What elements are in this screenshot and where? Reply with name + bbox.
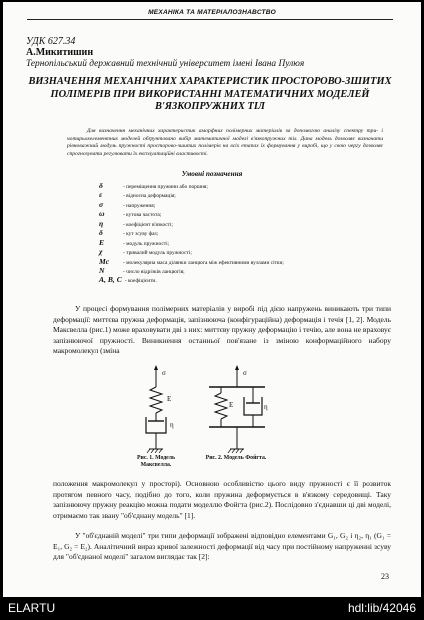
notation-title: Умовні позначення	[181, 170, 243, 178]
dashpot-label: η	[170, 421, 174, 429]
notation-symbol: A, B, C	[99, 275, 122, 285]
body-paragraph: У "об'єднаній моделі" три типи деформації зображені відповідно елементами G₁, G₂ і η₂, η₁ (G₁ = E₁, G₂ = E₂). Аналітичний вираз кривої залежності деформації від часу при постійному напруженні зсуву для "об'єднаної моделі" загалом виглядає так [2]:	[53, 531, 391, 562]
dashpot-label: η	[264, 403, 268, 411]
notation-item	[99, 257, 379, 266]
figure-caption: Рис. 1. Модель Максвелла.	[136, 455, 176, 469]
document-page	[3, 2, 421, 597]
notation-symbol: N	[99, 265, 105, 275]
notation-item	[99, 247, 379, 256]
notation-desc: - напруження;	[123, 202, 156, 209]
author-name: А.Микитишин	[26, 47, 94, 58]
notation-desc: - коефіцієнт в'язкості;	[123, 221, 174, 228]
notation-desc: - кут зсуву фаз;	[123, 231, 159, 238]
body-paragraph: У процесі формування полімерних матеріалів у виробі під дією напружень виникають три типи деформації: миттєва пружна деформація, запізнююча (конфігураційна) деформація і течія [1, 2]. Модель Максвелла (рис.1) може враховувати дві з них: миттєву пружну деформацію і течію, але вона не враховує запізнюючої пружності. Виникнення останньої пов'язане із зміною конформаційного набору макромолекул (зміна	[53, 304, 391, 356]
notation-symbol: σ	[99, 199, 104, 209]
affiliation: Тернопільський державний технічний університет імені Івана Пулюя	[26, 59, 305, 69]
notation-symbol: δ	[99, 181, 103, 190]
body-paragraph: положення макромолекул у просторі). Основною особливістю цього виду пружності є її розвиток протягом певного часу, подібно до того, коли пружина деформується в в'язкому середовищі. Таку запізнюючу пружну реакцію можна подати моделлю Фойгта (рис.2). Послідовно з'єднавши ці дві моделі, отримаємо так звану "об'єднану модель" [1].	[53, 479, 391, 520]
notation-item	[99, 181, 379, 190]
notation-item	[99, 219, 379, 228]
notation-symbol: Mc	[99, 256, 110, 266]
header-rule	[27, 19, 393, 20]
page-number: 23	[381, 572, 389, 581]
notation-item	[99, 190, 379, 199]
voigt-diagram	[201, 365, 273, 453]
spring	[150, 387, 162, 413]
notation-desc: - відносна деформація;	[123, 193, 176, 200]
notation-symbol: E	[99, 237, 105, 247]
notation-item	[99, 200, 379, 209]
handle-label: hdl:lib/42046	[347, 601, 416, 615]
figure-caption: Рис. 2. Модель Фойгта.	[205, 455, 267, 461]
notation-item	[99, 209, 379, 218]
spring-label: E	[167, 395, 172, 403]
notation-symbol: η	[99, 218, 104, 228]
spring	[215, 393, 227, 419]
arrow-head	[235, 365, 239, 370]
figure-voigt	[201, 365, 273, 462]
notation-symbol: ε	[99, 190, 103, 200]
notation-item	[99, 275, 379, 284]
sigma-label: σ	[243, 369, 247, 377]
spring-label: E	[229, 401, 234, 409]
udc-code: УДК 627.34	[26, 36, 76, 47]
sigma-label: σ	[162, 369, 166, 377]
arrow-head	[154, 365, 158, 370]
notation-item	[99, 238, 379, 247]
notation-desc: - кутова частота;	[123, 212, 162, 219]
notation-symbol: χ	[99, 247, 103, 257]
figure-maxwell	[121, 365, 191, 469]
notation-desc: - число відрізків ланцюгів;	[123, 268, 185, 275]
article-title: ВИЗНАЧЕННЯ МЕХАНІЧНИХ ХАРАКТЕРИСТИК ПРОСТОРОВО-ЗШИТИХ ПОЛІМЕРІВ ПРИ ВИКОРИСТАННІ МАТЕМАТИЧНИХ МОДЕЛЕЙ В'ЯЗКОПРУЖНИХ ТІЛ	[28, 76, 392, 113]
notation-item	[99, 228, 379, 237]
notation-symbol: δ	[99, 228, 103, 238]
notation-item	[99, 266, 379, 275]
notation-desc: - тривалий модуль пружності;	[123, 250, 192, 257]
abstract: Для визначення механічних характеристик аморфних полімерних матеріалів за допомогою аналізу спектру три- і чотирьохелементних моделей обґрунтовано вибір математичної моделі в'язкопружних тіл. Дана модель дозволяє визначати рівноважний модуль пружності просторово-зшитих полімерів на всіх етапах їх формування у виробі, що у свою чергу дозволяє спрогнозувати регулювати їх експлуатаційні властивості.	[67, 128, 383, 157]
maxwell-diagram	[121, 365, 191, 453]
repository-label: ELARTU	[8, 601, 56, 615]
notation-symbol: ω	[99, 209, 105, 219]
notation-list	[99, 181, 379, 285]
notation-desc: - переміщення пружини або поршня;	[123, 184, 208, 190]
running-head: МЕХАНІКА ТА МАТЕРІАЛОЗНАВСТВО	[148, 9, 276, 16]
notation-desc: - модуль пружності;	[123, 240, 170, 247]
notation-desc: - молекулярна маса ділянки ланцюга між ефективними вузлами сітки;	[123, 259, 284, 266]
notation-desc: - коефіцієнти.	[124, 278, 157, 285]
